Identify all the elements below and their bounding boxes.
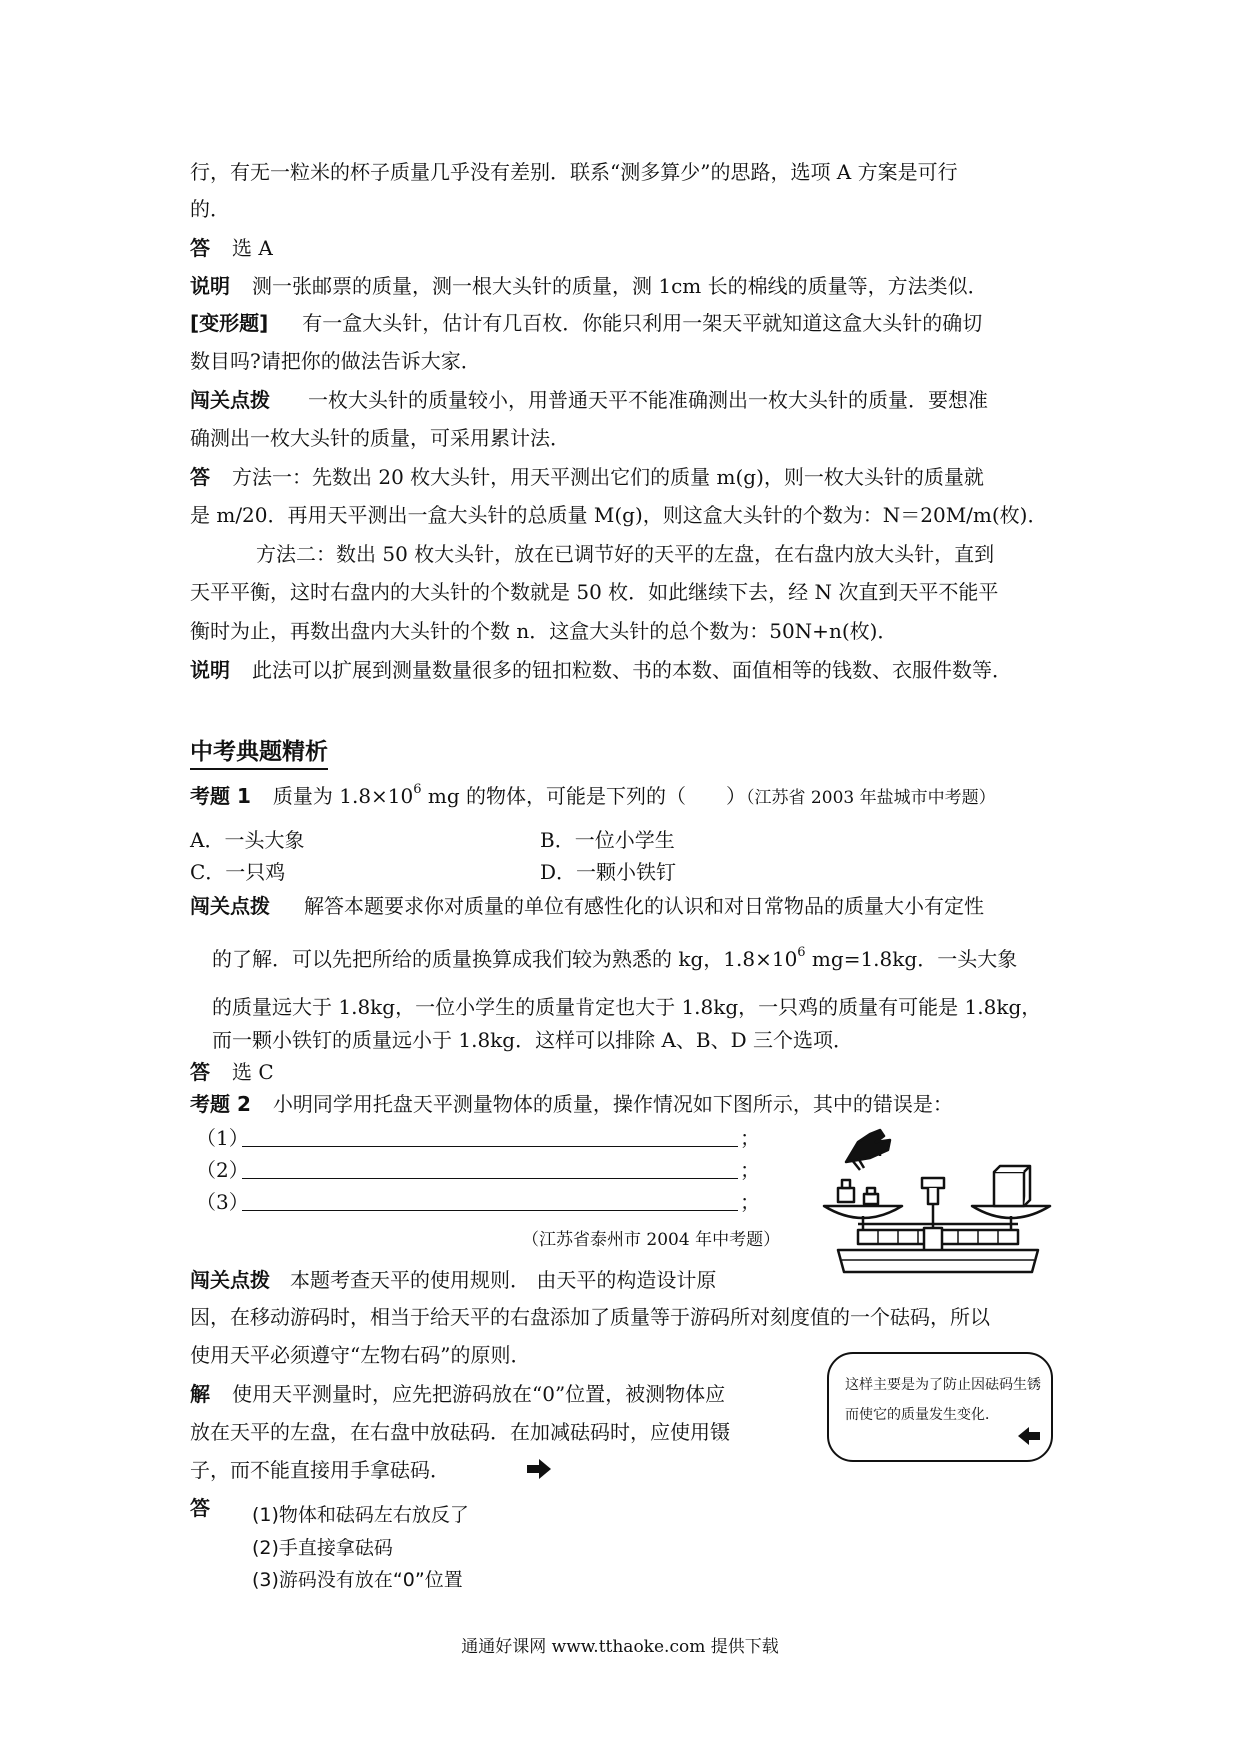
answer-label: 答: [190, 1060, 210, 1084]
hint-label: 闯关点拨: [190, 894, 270, 918]
tip-bubble: [827, 1352, 1053, 1462]
left-arrow-icon: [1017, 1426, 1041, 1446]
note-text: 测一张邮票的质量，测一根大头针的质量，测 1cm 长的棉线的质量等，方法类似．: [252, 274, 988, 298]
tip-text: 这样主要是为了防止因砝码生锈而使它的质量发生变化．: [845, 1377, 1041, 1423]
hint-text: 解答本题要求你对质量的单位有感性化的认识和对日常物品的质量大小有定性: [304, 894, 984, 918]
hint-3: [190, 1268, 716, 1292]
blank-label-3: （3）: [196, 1190, 249, 1214]
paragraph-line: 放在天平的左盘，在右盘中放砝码．在加减砝码时，应使用镊: [190, 1420, 730, 1444]
question-2: [190, 1092, 953, 1116]
variant-question: [190, 311, 982, 335]
hint-text: 一枚大头针的质量较小，用普通天平不能准确测出一枚大头针的质量．要想准: [308, 388, 988, 412]
paragraph-line: 而一颗小铁钉的质量远小于 1.8kg．这样可以排除 A、B、D 三个选项．: [212, 1028, 853, 1052]
question-source: （江苏省 2003 年盐城市中考题）: [746, 788, 996, 808]
option-b: B．一位小学生: [540, 828, 675, 852]
note-2: [190, 658, 1012, 682]
paragraph-line: 的．: [190, 197, 230, 221]
blank-semicolon: ；: [740, 1190, 760, 1214]
answer-blank-1[interactable]: [242, 1146, 738, 1147]
hint-1: [190, 388, 988, 412]
answer-blank-2[interactable]: [242, 1178, 738, 1179]
paragraph-line: 衡时为止，再数出盘内大头针的个数 n．这盒大头针的总个数为：50N+n(枚)．: [190, 619, 898, 643]
question-text: 小明同学用托盘天平测量物体的质量，操作情况如下图所示，其中的错误是：: [272, 1092, 953, 1116]
question-text-pre: 质量为 1.8×10: [272, 784, 414, 808]
option-c: C．一只鸡: [190, 860, 286, 884]
answer-4-label: [190, 1496, 232, 1520]
blank-semicolon: ；: [740, 1158, 760, 1182]
question-label: 考题 1: [190, 784, 251, 808]
hint-2: [190, 894, 984, 918]
hint-text-post: mg=1.8kg．一头大象: [805, 947, 1018, 971]
variant-text: 有一盒大头针，估计有几百枚．你能只利用一架天平就知道这盒大头针的确切: [302, 311, 983, 335]
answer-blank-3[interactable]: [242, 1210, 738, 1211]
blank-label-1: （1）: [196, 1126, 249, 1150]
hint-exponent: 6: [797, 945, 806, 960]
paragraph-line: 子，而不能直接用手拿砝码．: [190, 1458, 450, 1482]
note-1: [190, 274, 988, 298]
note-label: 说明: [190, 658, 230, 682]
question-1: [190, 784, 996, 810]
answer-label: 答: [190, 1496, 210, 1520]
paragraph-line: [212, 947, 1017, 971]
note-label: 说明: [190, 274, 230, 298]
answer-item-3: (3)游码没有放在“0”位置: [252, 1569, 463, 1591]
hint-text: 本题考查天平的使用规则． 由天平的构造设计原: [290, 1268, 717, 1292]
paragraph-line: 因，在移动游码时，相当于给天平的右盘添加了质量等于游码所对刻度值的一个砝码，所以: [190, 1305, 990, 1329]
answer-label: 答: [190, 236, 210, 260]
option-a: A．一头大象: [190, 828, 305, 852]
solution-label: 解: [190, 1382, 210, 1406]
answer-text: 方法一：先数出 20 枚大头针，用天平测出它们的质量 m(g)，则一枚大头针的质量就: [232, 465, 984, 489]
hint-label: 闯关点拨: [190, 1268, 270, 1292]
question-exponent: 6: [413, 782, 422, 797]
answer-text: 选 A: [232, 236, 273, 260]
question-label: 考题 2: [190, 1092, 251, 1116]
answer-1: [190, 236, 273, 260]
hint-label: 闯关点拨: [190, 388, 270, 412]
solution: [190, 1382, 725, 1406]
paragraph-line: 数目吗?请把你的做法告诉大家．: [190, 349, 481, 373]
answer-3: [190, 1060, 274, 1084]
paragraph-line: 是 m/20．再用天平测出一盒大头针的总质量 M(g)，则这盒大头针的个数为：N＝20M/m(枚)．: [190, 503, 1048, 527]
balance-scale-illustration: [818, 1120, 1058, 1280]
answer-label: 答: [190, 465, 210, 489]
blank-semicolon: ；: [740, 1126, 760, 1150]
paragraph-line: 方法二：数出 50 枚大头针，放在已调节好的天平的左盘，在右盘内放大头针，直到: [256, 542, 995, 566]
paragraph-line: 天平平衡，这时右盘内的大头针的个数就是 50 枚．如此继续下去，经 N 次直到天平不能平: [190, 580, 999, 604]
option-d: D．一颗小铁钉: [540, 860, 677, 884]
paragraph-line: 行，有无一粒米的杯子质量几乎没有差别．联系“测多算少”的思路，选项 A 方案是可行: [190, 160, 958, 184]
answer-text: 选 C: [232, 1060, 274, 1084]
question-source: （江苏省泰州市 2004 年中考题）: [522, 1230, 781, 1250]
page-footer: 通通好课网 www.tthaoke.com 提供下载: [461, 1637, 779, 1657]
section-title: 中考典题精析: [190, 733, 328, 770]
answer-item-1: (1)物体和砝码左右放反了: [252, 1504, 469, 1526]
blank-label-2: （2）: [196, 1158, 249, 1182]
note-text: 此法可以扩展到测量数量很多的钮扣粒数、书的本数、面值相等的钱数、衣服件数等．: [252, 658, 1012, 682]
right-arrow-icon: [526, 1458, 552, 1480]
hint-text-pre: 的了解．可以先把所给的质量换算成我们较为熟悉的 kg，1.8×10: [212, 947, 798, 971]
paragraph-line: 的质量远大于 1.8kg，一位小学生的质量肯定也大于 1.8kg，一只鸡的质量有可能是 1.8kg，: [212, 995, 1042, 1019]
answer-item-2: (2)手直接拿砝码: [252, 1537, 393, 1559]
paragraph-line: 确测出一枚大头针的质量，可采用累计法．: [190, 426, 570, 450]
question-text-post: mg 的物体，可能是下列的（ ）: [421, 784, 747, 808]
answer-2: [190, 465, 984, 489]
paragraph-line: 使用天平必须遵守“左物右码”的原则．: [190, 1343, 531, 1367]
variant-label: [变形题]: [190, 311, 269, 335]
solution-text: 使用天平测量时，应先把游码放在“0”位置，被测物体应: [232, 1382, 726, 1406]
